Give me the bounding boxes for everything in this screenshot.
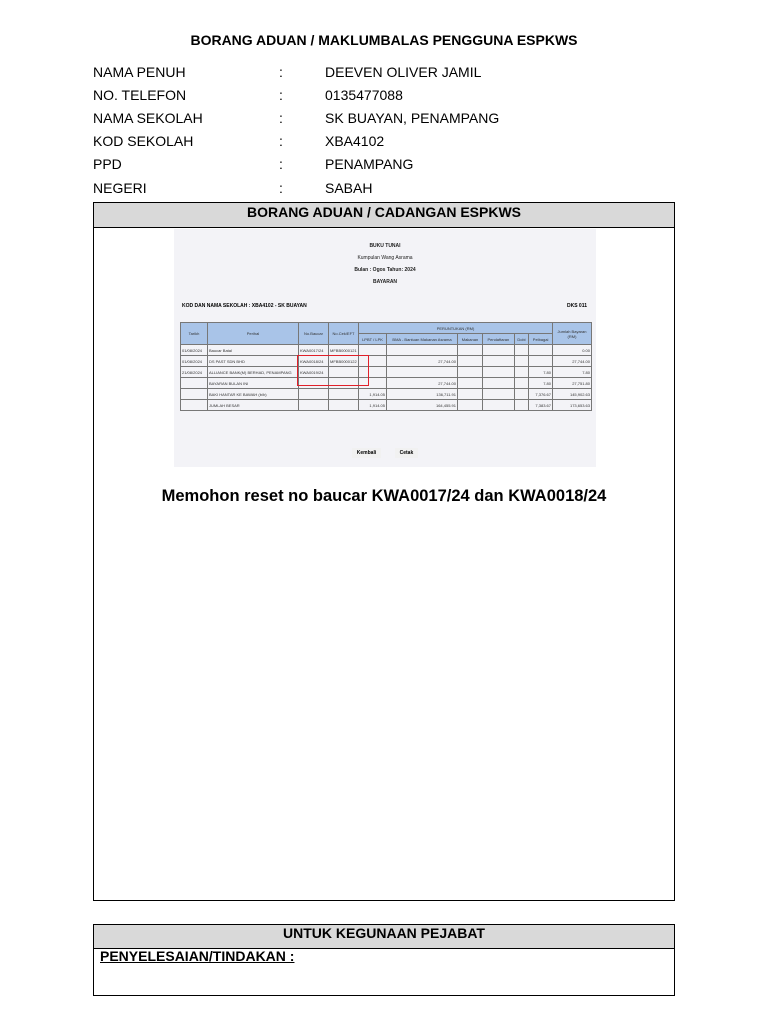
cell-lpbt <box>359 345 387 356</box>
shot-subtitle: Kumpulan Wang Asrama <box>357 255 413 261</box>
col-dobi: Dobi <box>514 334 528 345</box>
info-label: PPD <box>93 156 122 173</box>
cell-makanan <box>458 367 483 378</box>
cell-tarikh <box>181 378 208 389</box>
cell-makanan <box>458 400 483 411</box>
info-row-ppd <box>93 153 675 176</box>
cell-jumlah: 27,744.00 <box>553 356 592 367</box>
cell-dobi <box>514 378 528 389</box>
col-peruntukan: PERUNTUKAN (RM) <box>359 323 553 334</box>
cell-baucar: KWA0019/24 <box>299 367 329 378</box>
info-label: KOD SEKOLAH <box>93 133 194 150</box>
table-header-row <box>181 323 592 334</box>
cell-perihal: ALLIANCE BANK(M) BERHAD, PENAMPANG <box>208 367 299 378</box>
shot-buttons <box>174 448 596 458</box>
cell-bma: 27,744.00 <box>387 378 458 389</box>
info-value: SABAH <box>325 179 373 196</box>
table-row <box>181 400 592 411</box>
cell-jumlah: 173,653.63 <box>553 400 592 411</box>
info-value: PENAMPANG <box>325 156 414 173</box>
shot-section: BAYARAN <box>372 279 398 285</box>
cell-bma: 164,455.91 <box>387 400 458 411</box>
info-label: NAMA SEKOLAH <box>93 109 203 126</box>
info-colon: : <box>279 109 283 126</box>
info-colon: : <box>279 133 283 150</box>
request-note: Memohon reset no baucar KWA0017/24 dan KWA0018/24 <box>161 487 607 505</box>
cell-pendaftaran <box>482 345 514 356</box>
info-colon: : <box>279 63 283 80</box>
cell-cek: MFBB0000121 <box>329 345 359 356</box>
info-row-negeri <box>93 176 675 199</box>
table-row <box>181 378 592 389</box>
cell-cek <box>329 400 359 411</box>
cell-pendaftaran <box>482 378 514 389</box>
cell-makanan <box>458 378 483 389</box>
cell-jumlah: 7.80 <box>553 367 592 378</box>
cell-jumlah: 27,751.80 <box>553 378 592 389</box>
form-title: BORANG ADUAN / MAKLUMBALAS PENGGUNA ESPKWS <box>190 32 578 48</box>
col-pendaftaran: Pendaftaran <box>482 334 514 345</box>
print-button[interactable]: Cetak <box>395 448 419 458</box>
shot-school: KOD DAN NAMA SEKOLAH : XBA4102 - SK BUAYAN <box>182 303 307 309</box>
cell-pelbagai: 7.80 <box>529 367 553 378</box>
complaint-box-title: BORANG ADUAN / CADANGAN ESPKWS <box>94 203 674 228</box>
cell-makanan <box>458 356 483 367</box>
col-no-baucar: No.Baucar <box>299 323 329 345</box>
table-row <box>181 389 592 400</box>
cell-makanan <box>458 389 483 400</box>
info-label: NEGERI <box>93 179 147 196</box>
cell-perihal: DS PAST SDN BHD <box>208 356 299 367</box>
cell-baucar: KWA0017/24 <box>299 345 329 356</box>
cell-perihal: BAYARAN BULAN INI <box>208 378 299 389</box>
table-row <box>181 345 592 356</box>
cell-cek: MFBB0000122 <box>329 356 359 367</box>
col-makanan: Makanan <box>458 334 483 345</box>
cell-tarikh <box>181 389 208 400</box>
info-value: DEEVEN OLIVER JAMIL <box>325 63 482 80</box>
cash-book-table <box>180 322 592 411</box>
col-bma: BMA - Bantuan Makanan Asrama <box>387 334 458 345</box>
col-perihal: Perihal <box>208 323 299 345</box>
cell-tarikh <box>181 400 208 411</box>
cell-pelbagai <box>529 345 553 356</box>
office-action-label: PENYELESAIAN/TINDAKAN : <box>100 948 295 964</box>
cell-perihal: JUMLAH BESAR <box>208 400 299 411</box>
cell-lpbt: 1,914.05 <box>359 400 387 411</box>
cell-pelbagai: 7,383.67 <box>529 400 553 411</box>
info-label: NO. TELEFON <box>93 86 187 103</box>
cell-bma <box>387 345 458 356</box>
info-colon: : <box>279 179 283 196</box>
cell-bma: 27,744.00 <box>387 356 458 367</box>
cell-dobi <box>514 367 528 378</box>
cell-dobi <box>514 356 528 367</box>
cell-pelbagai: 7.80 <box>529 378 553 389</box>
col-jumlah: Jumlah Bayaran (RM) <box>553 323 592 345</box>
col-no-cek: No.Cek/EFT <box>329 323 359 345</box>
cell-bma <box>387 367 458 378</box>
cell-pelbagai <box>529 356 553 367</box>
info-label: NAMA PENUH <box>93 63 186 80</box>
info-row-kod <box>93 130 675 153</box>
shot-period: Bulan : Ogos Tahun: 2024 <box>354 267 416 273</box>
cell-pendaftaran <box>482 400 514 411</box>
info-row-telefon <box>93 83 675 106</box>
info-row-sekolah <box>93 106 675 129</box>
info-colon: : <box>279 156 283 173</box>
cell-pendaftaran <box>482 356 514 367</box>
applicant-info <box>93 60 675 199</box>
cell-tarikh: 01/08/2024 <box>181 345 208 356</box>
cell-tarikh: 01/08/2024 <box>181 356 208 367</box>
highlight-box <box>297 355 369 386</box>
table-row <box>181 367 592 378</box>
cell-dobi <box>514 400 528 411</box>
info-value: SK BUAYAN, PENAMPANG <box>325 109 500 126</box>
cell-makanan <box>458 345 483 356</box>
cell-baucar: KWA0018/24 <box>299 356 329 367</box>
cell-cek <box>329 389 359 400</box>
col-tarikh: Tarikh <box>181 323 208 345</box>
cell-jumlah: 145,902.63 <box>553 389 592 400</box>
col-lpbt: LPBT / LPK <box>359 334 387 345</box>
cell-baucar <box>299 400 329 411</box>
office-box-title: UNTUK KEGUNAAN PEJABAT <box>94 925 674 949</box>
cell-pelbagai: 7,376.67 <box>529 389 553 400</box>
cell-baucar <box>299 389 329 400</box>
cell-dobi <box>514 345 528 356</box>
info-row-nama <box>93 60 675 83</box>
cell-perihal: Baucar Batal <box>208 345 299 356</box>
cell-tarikh: 21/08/2024 <box>181 367 208 378</box>
attached-screenshot <box>174 229 596 467</box>
cell-pendaftaran <box>482 367 514 378</box>
cell-perihal: BAKI HANTAR KE BAWAH (b/b) <box>208 389 299 400</box>
shot-form-code: DKS 011 <box>566 303 587 309</box>
col-pelbagai: Pelbagai <box>529 334 553 345</box>
back-button[interactable]: Kembali <box>352 448 381 458</box>
cell-pendaftaran <box>482 389 514 400</box>
cell-bma: 136,711.91 <box>387 389 458 400</box>
office-use-box <box>93 924 675 996</box>
cell-dobi <box>514 389 528 400</box>
cell-jumlah: 0.00 <box>553 345 592 356</box>
info-value: XBA4102 <box>325 133 385 150</box>
info-value: 0135477088 <box>325 86 403 103</box>
shot-title: BUKU TUNAI <box>369 243 401 249</box>
cell-lpbt: 1,914.05 <box>359 389 387 400</box>
info-colon: : <box>279 86 283 103</box>
table-row <box>181 356 592 367</box>
